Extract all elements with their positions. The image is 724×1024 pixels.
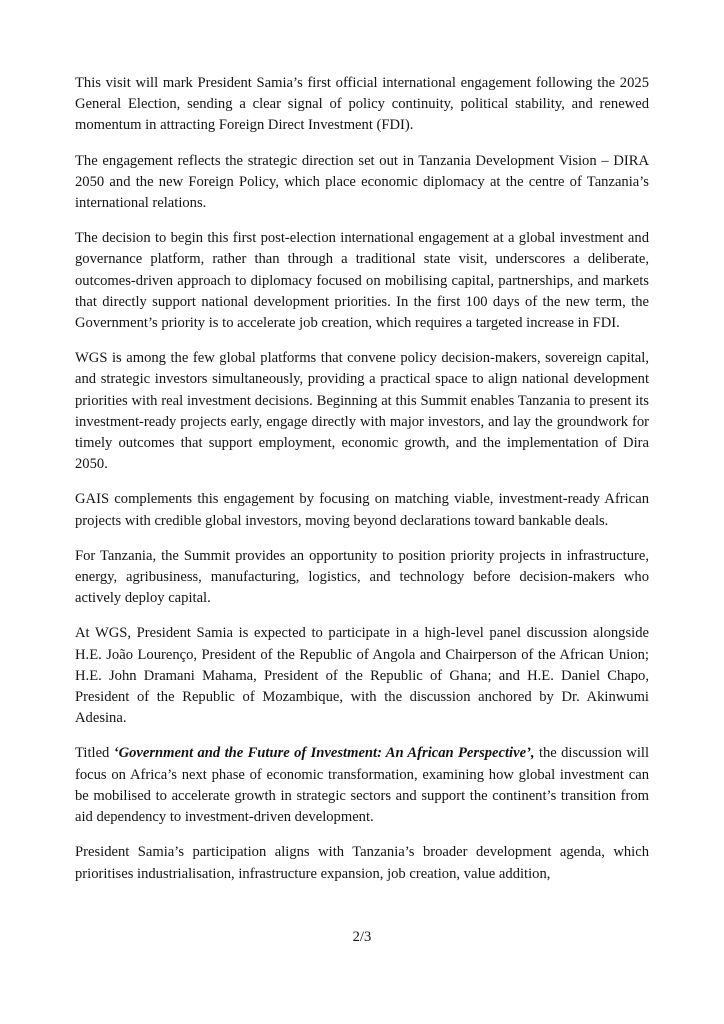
- paragraph-wgs-platform: WGS is among the few global platforms that convene policy decision-makers, sovereign capital, and strategic investors simultaneously, providing a practical space to align national development priorities with real investment decisions. Beginning at this Summit enables Tanzania to present its investment-ready projects early, engage directly with major investors, and lay the groundwork for timely outcomes that support employment, economic growth, and the implementation of Dira 2050.: [75, 350, 649, 473]
- paragraph-post-election-decision: The decision to begin this first post-election international engagement at a global investment and governance platform, rather than through a traditional state visit, underscores a deliberate, outcomes-driven approach to diplomacy focused on mobilising capital, partnerships, and markets that directly support national development priorities. In the first 100 days of the new term, the Government’s priority is to accelerate job creation, which requires a targeted increase in FDI.: [75, 230, 649, 332]
- paragraph-panel-discussion: At WGS, President Samia is expected to participate in a high-level panel discussion alongside H.E. João Lourenço, President of the Republic of Angola and Chairperson of the African Union; H.E. John Dramani Mahama, President of the Republic of Ghana; and H.E. Daniel Chapo, President of the Republic of Mozambique, with the discussion anchored by Dr. Akinwumi Adesina.: [75, 625, 649, 727]
- paragraph-development-agenda: President Samia’s participation aligns with Tanzania’s broader development agenda, which prioritises industrialisation, infrastructure expansion, job creation, value addition,: [75, 844, 649, 882]
- titled-rest-text: the discussion will focus on Africa’s next phase of economic transformation, examining how global investment can be mobilised to accelerate growth in strategic sectors and support the continent’s transition from aid dependency to investment-driven development.: [75, 745, 650, 826]
- paragraph-strategic-direction: The engagement reflects the strategic direction set out in Tanzania Development Vision – DIRA 2050 and the new Foreign Policy, which place economic diplomacy at the centre of Tanzania’s international relations.: [75, 152, 649, 212]
- paragraph-gais: GAIS complements this engagement by focusing on matching viable, investment-ready African projects with credible global investors, moving beyond declarations toward bankable deals.: [75, 491, 649, 529]
- paragraph-titled-discussion: [75, 743, 649, 828]
- paragraph-summit-opportunity: For Tanzania, the Summit provides an opportunity to position priority projects in infrastructure, energy, agribusiness, manufacturing, logistics, and technology before decision-makers who actively deploy capital.: [75, 547, 649, 607]
- page-number: 2/3: [352, 929, 372, 945]
- titled-lead-text: Titled: [75, 745, 114, 762]
- paragraph-first-engagement: This visit will mark President Samia’s first official international engagement following the 2025 General Election, sending a clear signal of policy continuity, political stability, and renewed momentum in attracting Foreign Direct Investment (FDI).: [75, 75, 649, 134]
- discussion-title: ‘Government and the Future of Investment: An African Perspective’,: [113, 745, 535, 762]
- document-body: [75, 73, 649, 885]
